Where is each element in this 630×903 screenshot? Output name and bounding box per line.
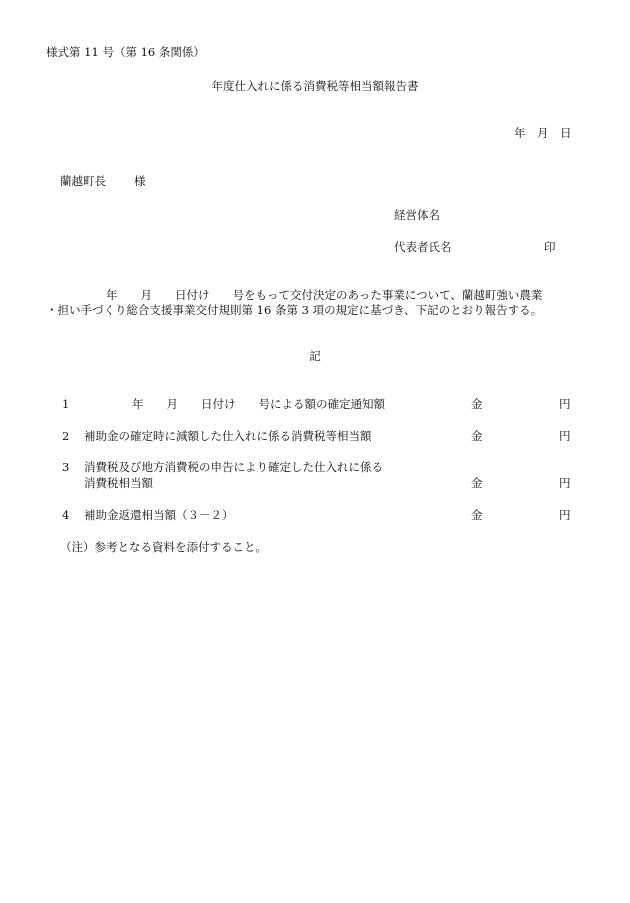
item-text: 補助金返還相当額（３－２） (84, 508, 234, 522)
seal-mark: 印 (544, 240, 556, 254)
note: （注）参考となる資料を添付すること。 (60, 540, 267, 554)
item-text: 補助金の確定時に減額した仕入れに係る消費税等相当額 (84, 429, 372, 443)
item-number: 4 (62, 508, 70, 522)
item-number: 3 (62, 460, 70, 474)
item-kin: 金 (471, 429, 483, 443)
date-line: 年 月 日 (514, 126, 572, 140)
item-text: 年 月 日付け 号による額の確定通知額 (132, 397, 385, 411)
form-number: 様式第 11 号（第 16 条関係） (46, 45, 205, 59)
representative-label: 代表者氏名 (394, 240, 452, 254)
item-yen: 円 (559, 429, 571, 443)
item-yen: 円 (559, 397, 571, 411)
body-line-1: 年 月 日付け 号をもって交付決定のあった事業について、蘭越町強い農業 (106, 288, 543, 302)
item-kin: 金 (471, 508, 483, 522)
body-line-2: ・担い手づくり総合支援事業交付規則第 16 条第 3 項の規定に基づき、下記のとおり報告する。 (46, 303, 543, 317)
item-text: 消費税及び地方消費税の申告により確定した仕入れに係る (84, 460, 383, 474)
addressee (60, 176, 146, 188)
item-number: 1 (62, 397, 70, 411)
item-number: 2 (62, 429, 70, 443)
organization-label: 経営体名 (394, 208, 440, 222)
addressee-honorific: 様 (134, 174, 146, 188)
item-yen: 円 (559, 476, 571, 490)
item-text-continued: 消費税相当額 (84, 476, 153, 490)
representative-block (394, 240, 556, 254)
document-title: 年度仕入れに係る消費税等相当額報告書 (211, 79, 419, 93)
item-kin: 金 (471, 476, 483, 490)
addressee-name: 蘭越町長 (60, 174, 106, 188)
ki-heading: 記 (309, 349, 321, 363)
item-kin: 金 (471, 397, 483, 411)
item-yen: 円 (559, 508, 571, 522)
